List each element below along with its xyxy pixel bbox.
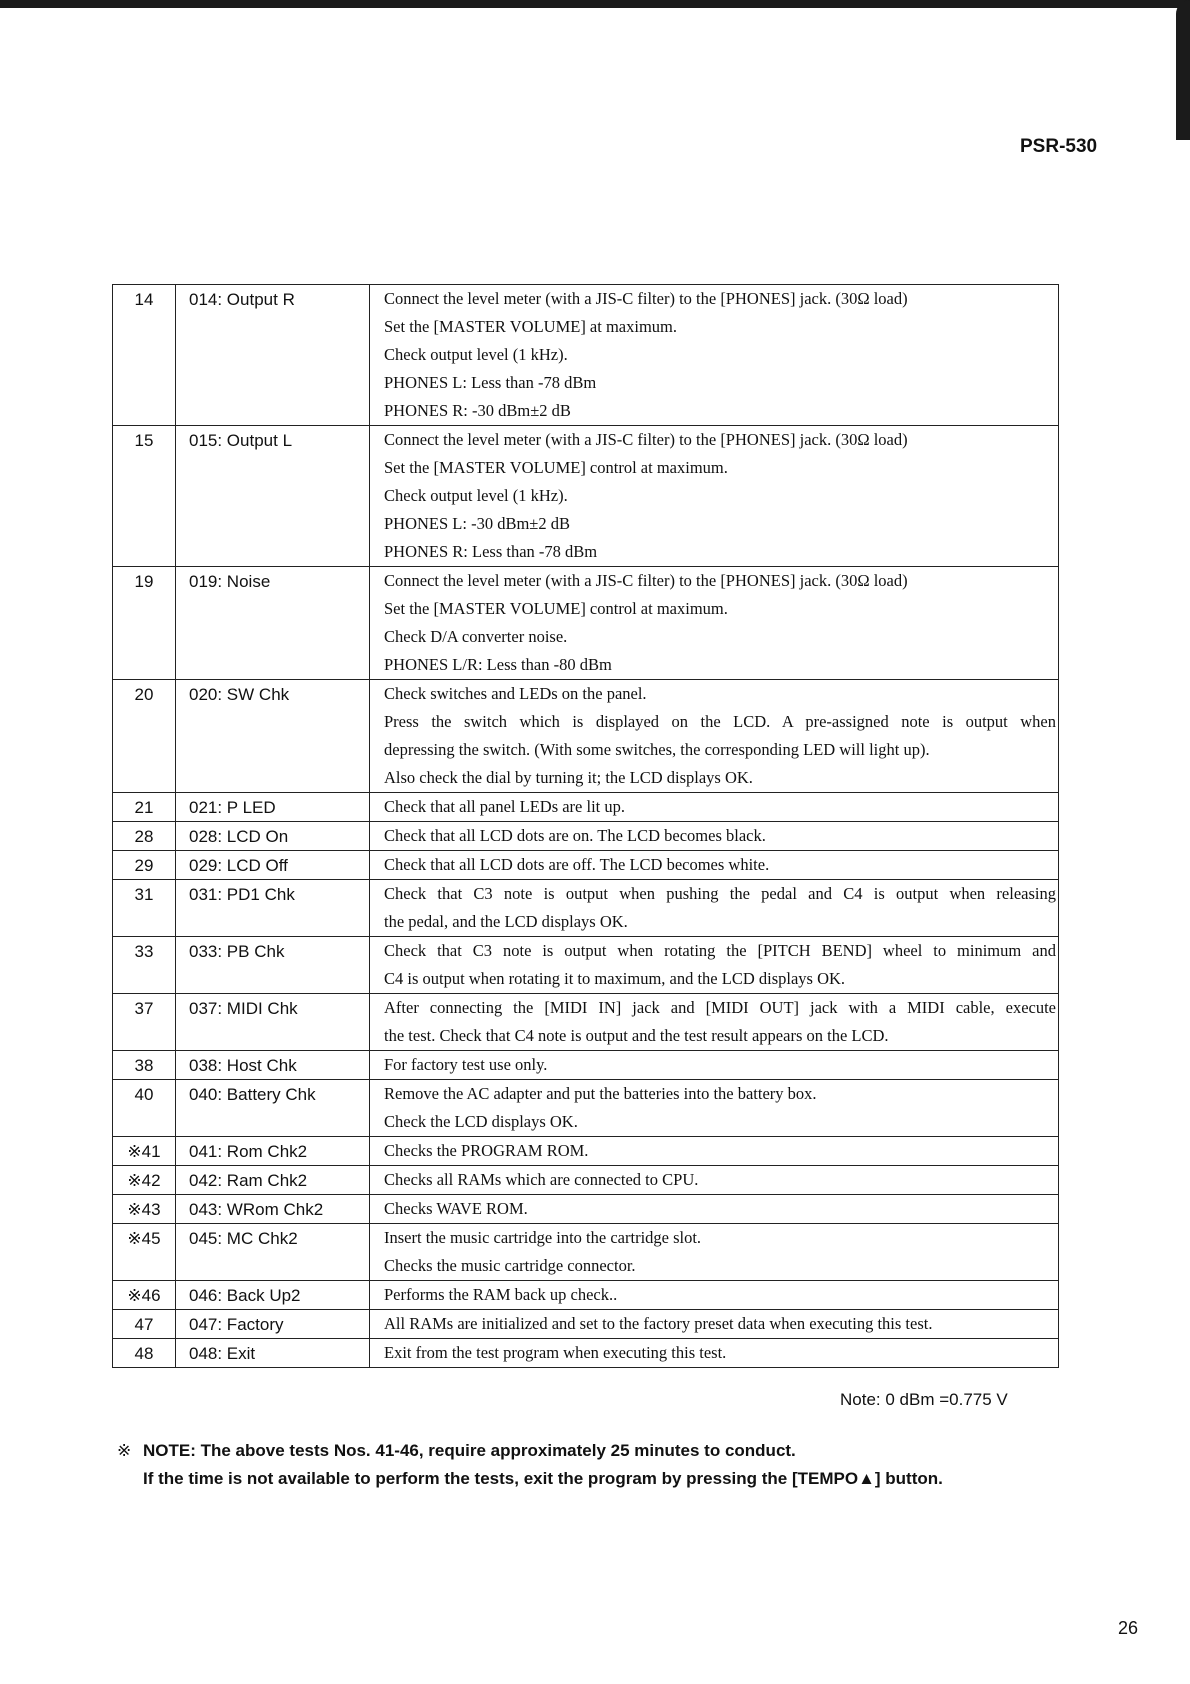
test-number: 29 (113, 851, 176, 880)
test-name: 047: Factory (176, 1310, 370, 1339)
description-line: Also check the dial by turning it; the LCD displays OK. (384, 768, 753, 787)
test-table (112, 284, 1059, 1368)
description-line: PHONES R: -30 dBm±2 dB (384, 401, 571, 420)
test-name: 031: PD1 Chk (176, 880, 370, 937)
test-number: 38 (113, 1051, 176, 1080)
test-number: 40 (113, 1080, 176, 1137)
test-name: 020: SW Chk (176, 680, 370, 793)
test-number: 15 (113, 426, 176, 567)
test-description (370, 851, 1059, 880)
test-number: ※45 (113, 1224, 176, 1281)
description-line: PHONES R: Less than -78 dBm (384, 542, 598, 561)
description-line: Connect the level meter (with a JIS-C filter) to the [PHONES] jack. (30Ω load) (384, 289, 908, 308)
dbm-note: Note: 0 dBm =0.775 V (840, 1390, 1008, 1409)
test-number: 14 (113, 285, 176, 426)
table-row (113, 822, 1059, 851)
test-number: ※42 (113, 1166, 176, 1195)
table-row (113, 793, 1059, 822)
test-description (370, 793, 1059, 822)
footnote-line-2: If the time is not available to perform the tests, exit the program by pressing the [TEMPO▲] button. (143, 1469, 943, 1488)
table-row (113, 880, 1059, 937)
test-description (370, 1051, 1059, 1080)
test-number: 19 (113, 567, 176, 680)
description-line: Connect the level meter (with a JIS-C filter) to the [PHONES] jack. (30Ω load) (384, 571, 908, 590)
table-row (113, 851, 1059, 880)
description-line: Checks the PROGRAM ROM. (384, 1141, 589, 1160)
test-description (370, 680, 1059, 793)
test-number: 37 (113, 994, 176, 1051)
description-line: Check output level (1 kHz). (384, 486, 568, 505)
test-description (370, 1339, 1059, 1368)
description-line: Check that all panel LEDs are lit up. (384, 797, 626, 816)
test-description (370, 1195, 1059, 1224)
reference-mark: ※ (117, 1441, 132, 1460)
test-description (370, 1166, 1059, 1195)
description-line: Check that all LCD dots are off. The LCD becomes white. (384, 855, 770, 874)
test-name: 042: Ram Chk2 (176, 1166, 370, 1195)
test-name: 048: Exit (176, 1339, 370, 1368)
test-number: ※43 (113, 1195, 176, 1224)
description-line: PHONES L: -30 dBm±2 dB (384, 514, 570, 533)
test-number: 47 (113, 1310, 176, 1339)
test-name: 014: Output R (176, 285, 370, 426)
scan-edge-top (0, 0, 1190, 8)
description-line: Check output level (1 kHz). (384, 345, 568, 364)
test-description (370, 1310, 1059, 1339)
description-line: Set the [MASTER VOLUME] at maximum. (384, 317, 678, 336)
scan-edge-right (1176, 0, 1190, 140)
description-line: Check that C3 note is output when rotating the [PITCH BEND] wheel to minimum and (384, 941, 1056, 960)
test-name: 021: P LED (176, 793, 370, 822)
test-number: 21 (113, 793, 176, 822)
description-line: Set the [MASTER VOLUME] control at maximum. (384, 458, 728, 477)
table-row (113, 426, 1059, 567)
description-line: Check switches and LEDs on the panel. (384, 684, 647, 703)
test-description (370, 1137, 1059, 1166)
table-row (113, 1339, 1059, 1368)
description-line: For factory test use only. (384, 1055, 548, 1074)
test-name: 015: Output L (176, 426, 370, 567)
test-description (370, 880, 1059, 937)
description-line: All RAMs are initialized and set to the factory preset data when executing this test. (384, 1314, 933, 1333)
table-row (113, 567, 1059, 680)
page-number: 26 (1118, 1618, 1139, 1638)
description-line: Check that C3 note is output when pushing the pedal and C4 is output when releasing (384, 884, 1056, 903)
test-name: 045: MC Chk2 (176, 1224, 370, 1281)
description-line: Performs the RAM back up check.. (384, 1285, 618, 1304)
description-line: the test. Check that C4 note is output and the test result appears on the LCD. (384, 1026, 889, 1045)
test-name: 033: PB Chk (176, 937, 370, 994)
test-name: 019: Noise (176, 567, 370, 680)
description-line: Connect the level meter (with a JIS-C filter) to the [PHONES] jack. (30Ω load) (384, 430, 908, 449)
table-row (113, 1224, 1059, 1281)
test-name: 046: Back Up2 (176, 1281, 370, 1310)
test-number: ※41 (113, 1137, 176, 1166)
table-row (113, 285, 1059, 426)
test-number: 20 (113, 680, 176, 793)
footnote (117, 1437, 943, 1493)
description-line: Checks all RAMs which are connected to CPU. (384, 1170, 699, 1189)
table-row (113, 937, 1059, 994)
test-description (370, 822, 1059, 851)
description-line: Checks WAVE ROM. (384, 1199, 528, 1218)
test-description (370, 285, 1059, 426)
table-row (113, 1281, 1059, 1310)
table-row (113, 1195, 1059, 1224)
description-line: Check the LCD displays OK. (384, 1112, 578, 1131)
test-number: 31 (113, 880, 176, 937)
test-description (370, 1281, 1059, 1310)
test-number: 33 (113, 937, 176, 994)
test-name: 043: WRom Chk2 (176, 1195, 370, 1224)
description-line: Exit from the test program when executing this test. (384, 1343, 727, 1362)
description-line: Check that all LCD dots are on. The LCD becomes black. (384, 826, 766, 845)
test-description (370, 1224, 1059, 1281)
description-line: C4 is output when rotating it to maximum, and the LCD displays OK. (384, 969, 846, 988)
test-description (370, 1080, 1059, 1137)
description-line: After connecting the [MIDI IN] jack and [MIDI OUT] jack with a MIDI cable, execute (384, 998, 1056, 1017)
model-header: PSR-530 (1020, 136, 1098, 157)
table-row (113, 994, 1059, 1051)
footnote-text-1: NOTE: The above tests Nos. 41-46, require approximately 25 minutes to conduct. (143, 1441, 796, 1460)
description-line: Checks the music cartridge connector. (384, 1256, 636, 1275)
table-row (113, 1137, 1059, 1166)
table-row (113, 1310, 1059, 1339)
test-number: 48 (113, 1339, 176, 1368)
test-name: 041: Rom Chk2 (176, 1137, 370, 1166)
description-line: Check D/A converter noise. (384, 627, 568, 646)
description-line: Remove the AC adapter and put the batteries into the battery box. (384, 1084, 817, 1103)
description-line: Insert the music cartridge into the cartridge slot. (384, 1228, 702, 1247)
test-number: 28 (113, 822, 176, 851)
description-line: PHONES L: Less than -78 dBm (384, 373, 597, 392)
test-name: 029: LCD Off (176, 851, 370, 880)
test-table-body (113, 285, 1059, 1368)
test-name: 040: Battery Chk (176, 1080, 370, 1137)
description-line: Press the switch which is displayed on the LCD. A pre-assigned note is output when (384, 712, 1056, 731)
test-name: 038: Host Chk (176, 1051, 370, 1080)
test-name: 037: MIDI Chk (176, 994, 370, 1051)
description-line: depressing the switch. (With some switches, the corresponding LED will light up). (384, 740, 930, 759)
test-number: ※46 (113, 1281, 176, 1310)
footnote-line-1 (117, 1437, 943, 1465)
test-description (370, 426, 1059, 567)
description-line: PHONES L/R: Less than -80 dBm (384, 655, 612, 674)
description-line: Set the [MASTER VOLUME] control at maximum. (384, 599, 728, 618)
table-row (113, 1051, 1059, 1080)
table-row (113, 1080, 1059, 1137)
test-name: 028: LCD On (176, 822, 370, 851)
table-row (113, 680, 1059, 793)
test-description (370, 567, 1059, 680)
table-row (113, 1166, 1059, 1195)
test-description (370, 994, 1059, 1051)
test-description (370, 937, 1059, 994)
description-line: the pedal, and the LCD displays OK. (384, 912, 628, 931)
